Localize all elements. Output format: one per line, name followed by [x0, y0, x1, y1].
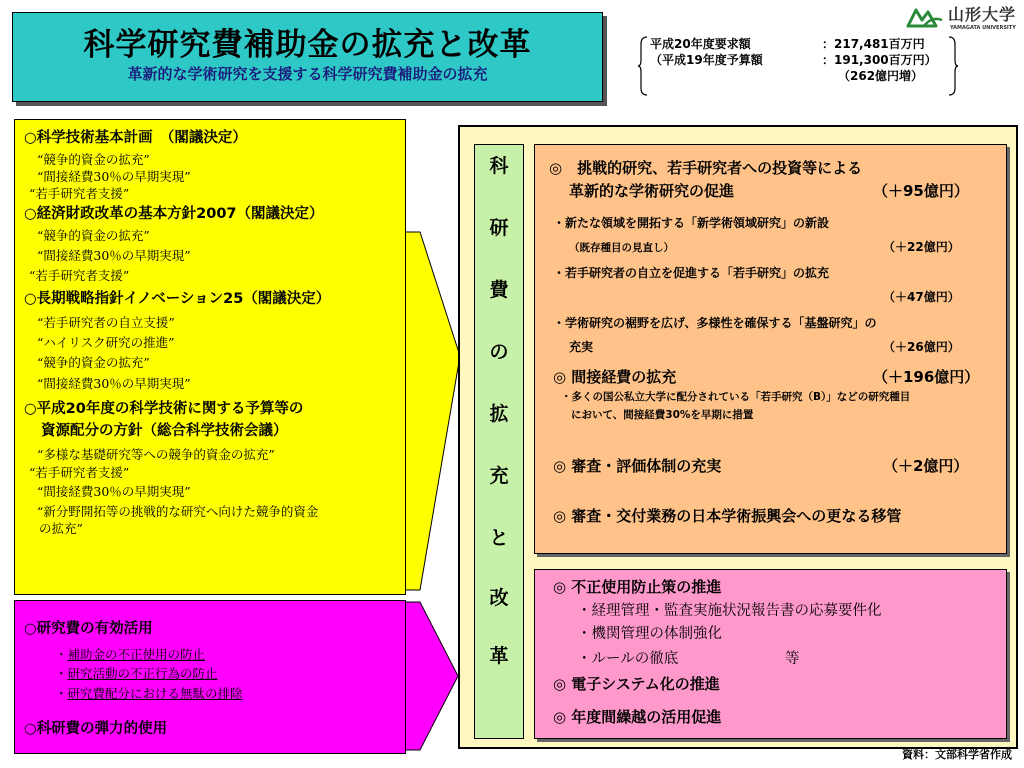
- yellow-arrow-icon: [404, 232, 460, 590]
- magenta-arrow-icon: [404, 602, 458, 750]
- source-note: 資料：文部科学省作成: [902, 748, 1012, 761]
- vertical-char: と: [489, 527, 509, 549]
- block-heading: ○経済財政改革の基本方針2007（閣議決定）: [24, 206, 324, 222]
- list-item: [55, 685, 243, 703]
- vertical-title: [474, 144, 524, 739]
- budget-previous-row: [650, 52, 946, 68]
- reform-item: ・経理管理・監査実施状況報告書の応募要件化: [577, 603, 882, 619]
- vertical-char: 研: [489, 217, 509, 239]
- vertical-char: 費: [489, 279, 509, 301]
- budget-label: （平成19年度予算額: [650, 53, 763, 67]
- university-romaji: YAMAGATA UNIVERSITY: [950, 25, 1016, 31]
- item-text: 研究活動の不正行為の防止: [67, 666, 218, 681]
- section-heading: ◎ 間接経費の拡充: [553, 368, 677, 386]
- page-title: 科学研究費補助金の拡充と改革: [83, 27, 532, 63]
- budget-label: 平成20年度要求額: [650, 37, 751, 51]
- list-item: [55, 665, 218, 683]
- policy-item: “若手研究者支援”: [29, 465, 130, 480]
- vertical-char: 拡: [489, 403, 509, 425]
- policy-item: “ハイリスク研究の推進”: [37, 335, 175, 350]
- item-text: 研究費配分における無駄の排除: [67, 686, 243, 701]
- amount: （＋2億円）: [883, 457, 969, 475]
- policy-basis-panel: [14, 119, 406, 595]
- section-heading: ◎ 挑戦的研究、若手研究者への投資等による: [549, 159, 863, 177]
- amount: （＋47億円）: [883, 290, 960, 304]
- bullet: ・: [55, 666, 68, 681]
- policy-item: “若手研究者支援”: [29, 186, 130, 201]
- measure-note: ・多くの国公私立大学に配分されている「若手研究（B）」などの研究種目: [561, 391, 911, 403]
- effective-use-panel: [14, 600, 406, 754]
- measure-item: ・学術研究の裾野を広げ、多様性を確保する「基盤研究」の: [553, 316, 877, 330]
- block-heading: 資源配分の方針（総合科学技術会議）: [41, 423, 288, 439]
- university-name: 山形大学: [948, 5, 1017, 24]
- section-heading: 革新的な学術研究の促進: [569, 182, 735, 200]
- vertical-char: 充: [489, 465, 509, 487]
- item-text: 補助金の不正使用の防止: [67, 647, 206, 662]
- section-heading: ◎ 審査・評価体制の充実: [553, 457, 722, 475]
- budget-summary: [638, 36, 958, 98]
- block-heading: ○平成20年度の科学技術に関する予算等の: [24, 401, 304, 417]
- vertical-char: 改: [489, 587, 509, 609]
- amount: （＋95億円）: [873, 182, 969, 200]
- budget-increase-row: [650, 68, 946, 84]
- right-brace-icon: [948, 36, 958, 96]
- policy-item: “間接経費30％の早期実現”: [37, 484, 191, 499]
- policy-item: “若手研究者支援”: [29, 268, 130, 283]
- measure-item: ・新たな領域を開拓する「新学術領域研究」の新設: [553, 216, 830, 230]
- etc-label: 等: [785, 651, 800, 667]
- amount: （＋196億円）: [873, 368, 980, 386]
- reform-item: ・ルールの徹底: [577, 651, 679, 667]
- title-box: [12, 12, 603, 102]
- policy-item: “間接経費30％の早期実現”: [37, 169, 191, 184]
- reform-item: ・機関管理の体制強化: [577, 626, 722, 642]
- section-heading: ◎ 不正使用防止策の推進: [553, 578, 722, 596]
- reform-panel: [534, 569, 1007, 739]
- vertical-char: 革: [489, 645, 509, 667]
- measure-note: （既存種目の見直し）: [569, 242, 674, 254]
- policy-item: の拡充”: [39, 521, 83, 536]
- section-heading: ◎ 電子システム化の推進: [553, 675, 720, 693]
- left-brace-icon: [638, 36, 648, 96]
- bullet: ・: [55, 686, 68, 701]
- policy-item: “若手研究者の自立支援”: [37, 315, 175, 330]
- policy-item: “間接経費30％の早期実現”: [37, 248, 191, 263]
- vertical-char: 科: [489, 155, 509, 177]
- amount: （＋26億円）: [883, 340, 960, 354]
- expansion-panel: [534, 144, 1007, 554]
- policy-item: “間接経費30％の早期実現”: [37, 376, 191, 391]
- policy-item: “競争的資金の拡充”: [37, 152, 150, 167]
- vertical-char: の: [489, 341, 509, 363]
- amount: （＋22億円）: [883, 240, 960, 254]
- university-logo: [906, 4, 1016, 36]
- block-heading: ○研究費の有効活用: [24, 621, 153, 637]
- measure-item: ・若手研究者の自立を促進する「若手研究」の拡充: [553, 266, 830, 280]
- bullet: ・: [55, 647, 68, 662]
- measure-note: において、間接経費30%を早期に措置: [571, 409, 754, 421]
- page-subtitle: 革新的な学術研究を支援する科学研究費補助金の拡充: [127, 65, 488, 83]
- budget-increase: （262億円増）: [838, 69, 924, 83]
- policy-item: “競争的資金の拡充”: [37, 228, 150, 243]
- section-heading: ◎ 年度間繰越の活用促進: [553, 708, 722, 726]
- university-mark-icon: [906, 6, 944, 30]
- budget-value: ：191,300百万円）: [822, 53, 937, 67]
- policy-item: “多様な基礎研究等への競争的資金の拡充”: [37, 447, 275, 462]
- measure-item: 充実: [569, 340, 594, 354]
- policy-item: “競争的資金の拡充”: [37, 355, 150, 370]
- section-heading: ◎ 審査・交付業務の日本学術振興会への更なる移管: [553, 507, 902, 525]
- block-heading: ○長期戦略指針イノベーション25（閣議決定）: [24, 291, 331, 307]
- list-item: [55, 646, 205, 664]
- budget-value: ：217,481百万円: [822, 37, 925, 51]
- block-heading: ○科研費の弾力的使用: [24, 721, 168, 737]
- policy-item: “新分野開拓等の挑戦的な研究へ向けた競争的資金: [37, 504, 319, 519]
- block-heading: ○科学技術基本計画 （閣議決定）: [24, 130, 247, 146]
- budget-request-row: [650, 36, 946, 52]
